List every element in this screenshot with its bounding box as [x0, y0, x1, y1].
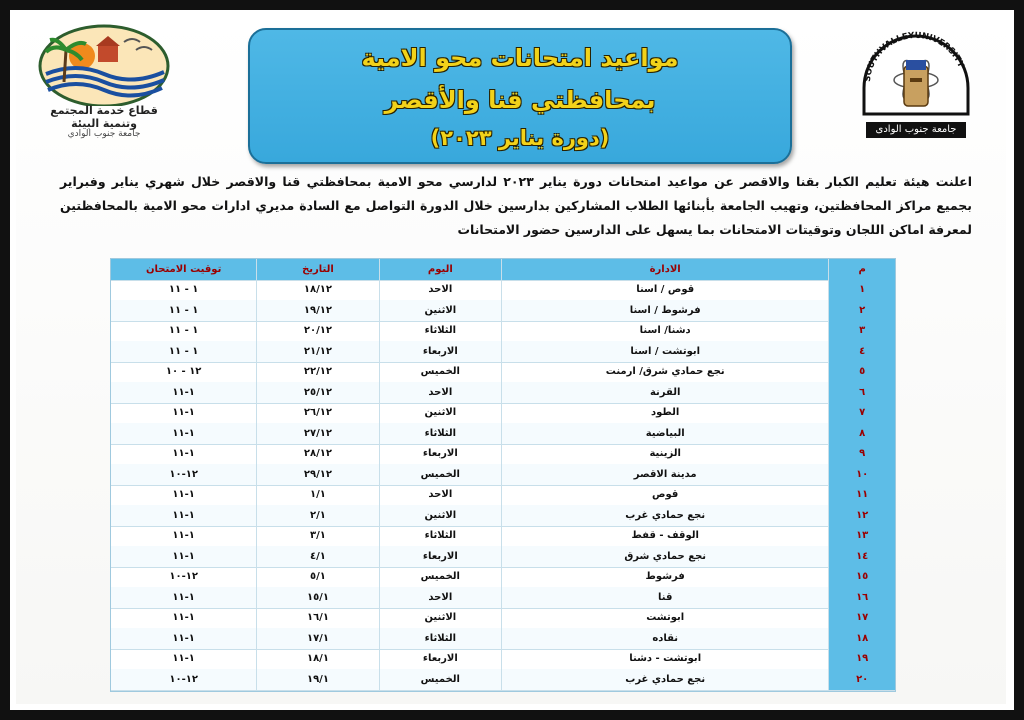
- south-valley-university-logo: [856, 22, 976, 138]
- community-logo-caption-2: وتنمية البيئة: [71, 117, 137, 130]
- header-admin: الادارة: [501, 259, 828, 280]
- row-time: ١٢-١٠: [169, 571, 198, 583]
- row-date: ١٦/١: [256, 608, 378, 629]
- title-line-3: (دورة يناير ٢٠٢٣): [430, 126, 610, 150]
- row-day: الاربعاء: [379, 546, 501, 567]
- row-admin: ابوتشت: [501, 608, 828, 629]
- row-day: الاثنين: [379, 300, 501, 321]
- row-date: ٢٥/١٢: [256, 382, 378, 403]
- row-time: ١-١١: [172, 530, 195, 542]
- row-day: الاحد: [379, 587, 501, 608]
- row-num: ٤: [828, 341, 895, 362]
- row-date: ٢٢/١٢: [256, 362, 378, 383]
- row-num: ١٢: [828, 505, 895, 526]
- row-day: الاربعاء: [379, 649, 501, 670]
- row-admin: نجع حمادي غرب: [501, 505, 828, 526]
- university-arc-text: SOUTHVALLEYUNIVERSITY: [862, 30, 966, 83]
- row-time: ١-١١: [172, 427, 195, 439]
- table-header-row: [111, 259, 895, 281]
- announcement-title-box: [248, 28, 792, 164]
- row-day: الاربعاء: [379, 444, 501, 465]
- row-date: ١٩/١٢: [256, 300, 378, 321]
- row-num: ١: [828, 280, 895, 301]
- row-admin: مدينة الاقصر: [501, 464, 828, 485]
- row-time: ١٢-١٠: [169, 673, 198, 685]
- row-time: ١-١١: [172, 612, 195, 624]
- row-time: ١ - ١١: [168, 284, 199, 296]
- row-admin: قوص: [501, 485, 828, 506]
- row-num: ١٨: [828, 628, 895, 649]
- table-row: [111, 567, 895, 589]
- row-admin: فرشوط: [501, 567, 828, 588]
- row-date: ٢٦/١٢: [256, 403, 378, 424]
- title-line-1: مواعيد امتحانات محو الامية: [361, 44, 679, 72]
- header-date: التاريخ: [256, 259, 378, 280]
- table-row: [111, 608, 895, 630]
- row-num: ١٦: [828, 587, 895, 608]
- table-row: [111, 505, 895, 527]
- row-date: ٢٧/١٢: [256, 423, 378, 444]
- table-row: [111, 464, 895, 486]
- row-date: ١٩/١: [256, 669, 378, 690]
- row-day: الثلاثاء: [379, 423, 501, 444]
- row-date: ١٧/١: [256, 628, 378, 649]
- row-day: الخميس: [379, 464, 501, 485]
- row-date: ٢٠/١٢: [256, 321, 378, 342]
- row-day: الاربعاء: [379, 341, 501, 362]
- row-date: ١/١: [256, 485, 378, 506]
- row-num: ٢٠: [828, 669, 895, 690]
- table-row: [111, 649, 895, 671]
- row-num: ٣: [828, 321, 895, 342]
- row-num: ١٧: [828, 608, 895, 629]
- table-row: [111, 423, 895, 445]
- row-admin: القرنة: [501, 382, 828, 403]
- row-time: ١ - ١١: [168, 304, 199, 316]
- community-service-logo: [36, 22, 172, 140]
- community-logo-university: جامعة جنوب الوادي: [67, 129, 141, 139]
- row-time: ١-١١: [172, 632, 195, 644]
- table-row: [111, 587, 895, 609]
- row-day: الاحد: [379, 382, 501, 403]
- header-day: اليوم: [379, 259, 501, 280]
- row-time: ١-١١: [172, 386, 195, 398]
- row-time: ١-١١: [172, 489, 195, 501]
- row-date: ١٨/١٢: [256, 280, 378, 301]
- table-row: [111, 362, 895, 384]
- exam-schedule-table: [110, 258, 896, 692]
- row-admin: نقاده: [501, 628, 828, 649]
- row-time: ١-١١: [172, 653, 195, 665]
- row-time: ١٢-١٠: [169, 468, 198, 480]
- row-num: ٢: [828, 300, 895, 321]
- announcement-paragraph: اعلنت هيئة تعليم الكبار بقنا والاقصر عن مواعيد امتحانات دورة يناير ٢٠٢٣ لدارسي محو الامية بمحافظتي قنا والاقصر خلال شهري يناير وفبراير بجميع مراكز المحافظتين، وتهيب الجامعة بأبنائها الطلاب المشاركين بدارسين خلال الدورة التواصل مع السادة مديري ادارات محو الامية بالمحافظتين لمعرفة اماكن اللجان وتوقيتات الامتحانات بما يسهل على الدارسين حضور الامتحانات: [60, 174, 972, 237]
- row-time: ١ - ١١: [168, 325, 199, 337]
- header-num: م: [828, 259, 895, 280]
- row-num: ١٤: [828, 546, 895, 567]
- row-num: ١٩: [828, 649, 895, 670]
- table-row: [111, 485, 895, 507]
- row-day: الثلاثاء: [379, 628, 501, 649]
- row-time: ١-١١: [172, 591, 195, 603]
- table-row: [111, 321, 895, 343]
- row-admin: الوقف - قفط: [501, 526, 828, 547]
- title-line-2: بمحافظتي قنا والأقصر: [384, 86, 656, 114]
- community-logo-emblem-icon: [36, 22, 172, 106]
- row-time: ١-١١: [172, 448, 195, 460]
- table-row: [111, 669, 895, 691]
- table-row: [111, 628, 895, 650]
- row-day: الاثنين: [379, 608, 501, 629]
- table-row: [111, 280, 895, 302]
- row-date: ٢٨/١٢: [256, 444, 378, 465]
- row-day: الثلاثاء: [379, 321, 501, 342]
- row-date: ١٨/١: [256, 649, 378, 670]
- row-day: الاثنين: [379, 505, 501, 526]
- row-date: ٤/١: [256, 546, 378, 567]
- row-date: ٢/١: [256, 505, 378, 526]
- row-time: ١-١١: [172, 407, 195, 419]
- table-row: [111, 382, 895, 404]
- row-admin: ابوتشت / اسنا: [501, 341, 828, 362]
- row-admin: قنا: [501, 587, 828, 608]
- row-admin: قوص / اسنا: [501, 280, 828, 301]
- row-num: ٥: [828, 362, 895, 383]
- row-num: ٨: [828, 423, 895, 444]
- row-day: الاثنين: [379, 403, 501, 424]
- row-day: الخميس: [379, 567, 501, 588]
- row-admin: الطود: [501, 403, 828, 424]
- row-num: ١٥: [828, 567, 895, 588]
- row-day: الاحد: [379, 485, 501, 506]
- row-admin: البياضية: [501, 423, 828, 444]
- table-row: [111, 444, 895, 466]
- row-admin: دشنا/ اسنا: [501, 321, 828, 342]
- table-row: [111, 546, 895, 568]
- row-num: ١١: [828, 485, 895, 506]
- row-date: ٣/١: [256, 526, 378, 547]
- row-date: ٢٩/١٢: [256, 464, 378, 485]
- row-day: الخميس: [379, 362, 501, 383]
- table-row: [111, 341, 895, 363]
- university-seal-icon: [856, 22, 976, 122]
- row-admin: فرشوط / اسنا: [501, 300, 828, 321]
- row-num: ١٠: [828, 464, 895, 485]
- row-day: الاحد: [379, 280, 501, 301]
- row-date: ٢١/١٢: [256, 341, 378, 362]
- community-logo-caption: قطاع خدمة المجتمع: [50, 104, 158, 117]
- row-admin: نجع حمادي شرق: [501, 546, 828, 567]
- row-admin: نجع حمادي غرب: [501, 669, 828, 690]
- row-date: ١٥/١: [256, 587, 378, 608]
- row-date: ٥/١: [256, 567, 378, 588]
- row-num: ١٣: [828, 526, 895, 547]
- row-time: ١-١١: [172, 550, 195, 562]
- row-time: ١ - ١١: [168, 345, 199, 357]
- row-time: ١-١١: [172, 509, 195, 521]
- row-admin: الزينية: [501, 444, 828, 465]
- row-day: الخميس: [379, 669, 501, 690]
- row-num: ٩: [828, 444, 895, 465]
- row-num: ٦: [828, 382, 895, 403]
- header-time: توقيت الامتحان: [145, 263, 222, 275]
- table-row: [111, 300, 895, 322]
- row-admin: نجع حمادي شرق/ ارمنت: [501, 362, 828, 383]
- row-admin: ابوتشت - دشنا: [501, 649, 828, 670]
- university-name: جامعة جنوب الوادى: [866, 122, 966, 138]
- row-time: ١٢ - ١٠: [165, 366, 202, 378]
- row-num: ٧: [828, 403, 895, 424]
- row-day: الثلاثاء: [379, 526, 501, 547]
- table-row: [111, 526, 895, 548]
- table-row: [111, 403, 895, 425]
